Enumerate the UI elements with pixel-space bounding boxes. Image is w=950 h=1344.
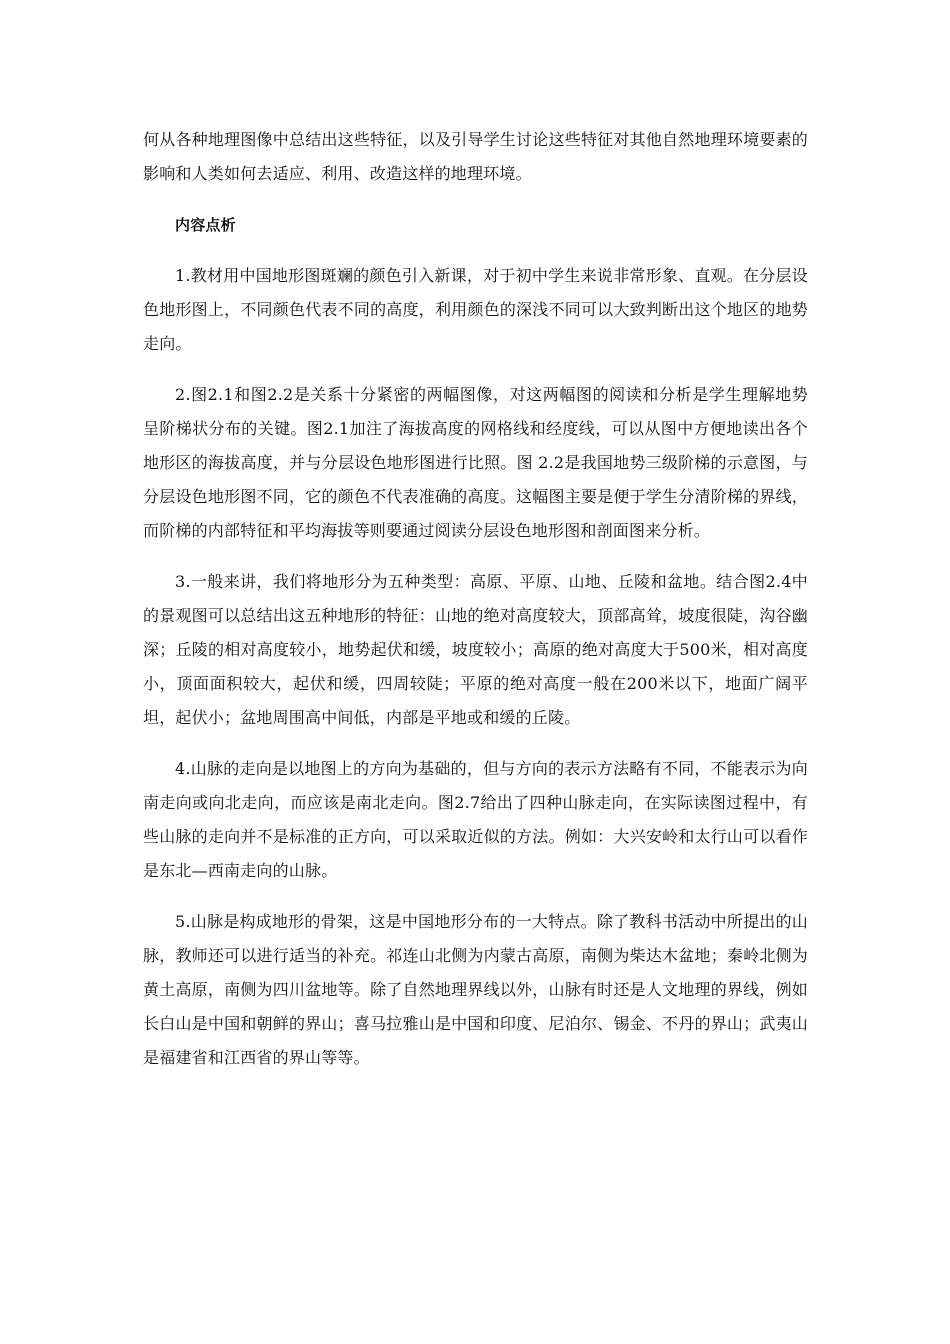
document-body [143, 123, 808, 1092]
point-paragraph-5: 5.山脉是构成地形的骨架，这是中国地形分布的一大特点。除了教科书活动中所提出的山脉，教师还可以进行适当的补充。祁连山北侧为内蒙古高原，南侧为柴达木盆地；秦岭北侧为黄土高原，南侧为四川盆地等。除了自然地理界线以外，山脉有时还是人文地理的界线，例如长白山是中国和朝鲜的界山；喜马拉雅山是中国和印度、尼泊尔、锡金、不丹的界山；武夷山是福建省和江西省的界山等等。 [143, 912, 808, 1067]
point-paragraph-3: 3.一般来讲，我们将地形分为五种类型：高原、平原、山地、丘陵和盆地。结合图2.4中的景观图可以总结出这五种地形的特征：山地的绝对高度较大，顶部高耸，坡度很陡，沟谷幽深；丘陵的相对高度较小，地势起伏和缓，坡度较小；高原的绝对高度大于500米，相对高度小，顶面面积较大，起伏和缓，四周较陡；平原的绝对高度一般在200米以下，地面广阔平坦，起伏小；盆地周围高中间低，内部是平地或和缓的丘陵。 [143, 572, 808, 727]
point-paragraph-4: 4.山脉的走向是以地图上的方向为基础的，但与方向的表示方法略有不同，不能表示为向南走向或向北走向，而应该是南北走向。图2.7给出了四种山脉走向，在实际读图过程中，有些山脉的走向并不是标准的正方向，可以采取近似的方法。例如：大兴安岭和太行山可以看作是东北—西南走向的山脉。 [143, 759, 808, 880]
intro-paragraph: 何从各种地理图像中总结出这些特征，以及引导学生讨论这些特征对其他自然地理环境要素的影响和人类如何去适应、利用、改造这样的地理环境。 [143, 130, 808, 183]
section-heading: 内容点析 [175, 216, 236, 234]
point-paragraph-2: 2.图2.1和图2.2是关系十分紧密的两幅图像，对这两幅图的阅读和分析是学生理解地势呈阶梯状分布的关键。图2.1加注了海拔高度的网格线和经度线，可以从图中方便地读出各个地形区的海拔高度，并与分层设色地形图进行比照。图 2.2是我国地势三级阶梯的示意图，与分层设色地形图不同，它的颜色不代表准确的高度。这幅图主要是便于学生分清阶梯的界线，而阶梯的内部特征和平均海拔等则要通过阅读分层设色地形图和剖面图来分析。 [143, 385, 808, 540]
point-paragraph-1: 1.教材用中国地形图斑斓的颜色引入新课，对于初中学生来说非常形象、直观。在分层设色地形图上，不同颜色代表不同的高度，利用颜色的深浅不同可以大致判断出这个地区的地势走向。 [143, 266, 808, 353]
